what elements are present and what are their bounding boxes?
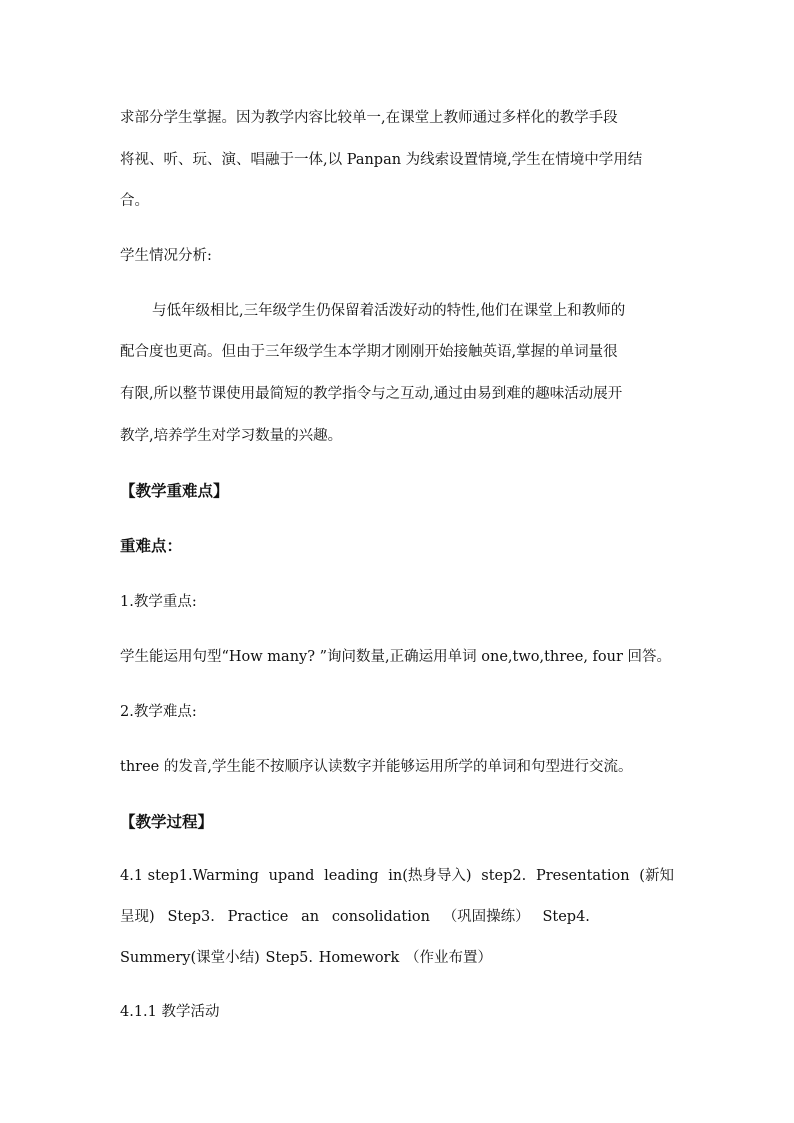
steps-word: Homework	[318, 950, 400, 966]
steps-word: Presentation	[535, 868, 630, 884]
paragraph-line: 求部分学生掌握。因为教学内容比较单一,在课堂上教师通过多样化的教学手段	[120, 110, 618, 126]
steps-word: in(热身导入)	[388, 868, 472, 884]
steps-line	[120, 948, 492, 968]
section-heading-key-points: 【教学重难点】	[120, 482, 229, 500]
paragraph-line: 配合度也更高。但由于三年级学生本学期才刚刚开始接触英语,掌握的单词量很	[120, 344, 618, 360]
key-difficult-label: 重难点：	[120, 537, 183, 555]
steps-word: （作业布置）	[405, 950, 492, 966]
steps-word: (新知	[639, 868, 674, 884]
paragraph-line: 合。	[120, 193, 149, 209]
paragraph-line: 将视、听、玩、演、唱融于一体,以 Panpan 为线索设置情境,学生在情境中学用结	[120, 152, 643, 168]
steps-word: Step4.	[542, 909, 590, 925]
subsection-heading: 4.1.1 教学活动	[120, 1004, 220, 1020]
steps-word: Summery(课堂小结)	[120, 950, 260, 966]
steps-word: an	[301, 909, 320, 925]
steps-word: step2.	[481, 868, 527, 884]
steps-word: Step5.	[265, 950, 313, 966]
steps-line	[120, 907, 590, 927]
steps-word: Step3.	[167, 909, 215, 925]
paragraph-line: 有限,所以整节课使用最简短的教学指令与之互动,通过由易到难的趣味活动展开	[120, 386, 623, 402]
difficult-point-text: three 的发音,学生能不按顺序认读数字并能够运用所学的单词和句型进行交流。	[120, 759, 633, 775]
steps-word: leading	[324, 868, 379, 884]
paragraph-line: 与低年级相比,三年级学生仍保留着活泼好动的特性,他们在课堂上和教师的	[152, 303, 626, 319]
steps-word: consolidation	[331, 909, 430, 925]
steps-word: 呈现)	[120, 909, 155, 925]
key-point-text: 学生能运用句型“How many? ”询问数量,正确运用单词 one,two,three, four 回答。	[120, 649, 672, 665]
section-heading-process: 【教学过程】	[120, 813, 214, 831]
key-point-heading: 1.教学重点:	[120, 594, 197, 610]
steps-word: 4.1 step1.Warming	[120, 868, 259, 884]
difficult-point-heading: 2.教学难点:	[120, 704, 197, 720]
steps-word: upand	[268, 868, 315, 884]
steps-word: （巩固操练）	[442, 909, 530, 925]
student-analysis-heading: 学生情况分析:	[120, 248, 212, 264]
steps-line	[120, 866, 674, 886]
steps-word: Practice	[227, 909, 289, 925]
paragraph-line: 教学,培养学生对学习数量的兴趣。	[120, 428, 343, 444]
